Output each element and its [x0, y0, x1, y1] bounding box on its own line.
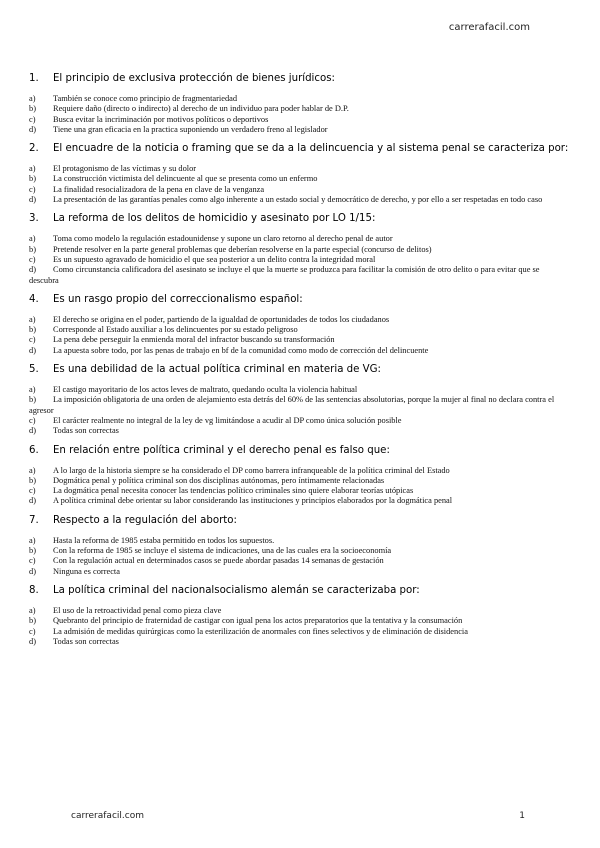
- question-title: [29, 363, 569, 376]
- option-label: c): [29, 335, 36, 345]
- question-number: 5.: [29, 364, 39, 376]
- option-text: Corresponde al Estado auxiliar a los delincuentes por su estado peligroso: [53, 325, 298, 335]
- option-text: Quebranto del principio de fraternidad de castigar con igual pena los actos preparatorios que la tentativa y la consumación: [53, 616, 463, 626]
- answer-option: [29, 94, 569, 104]
- option-text: Todas son correctas: [53, 426, 119, 436]
- question-block: [29, 142, 569, 205]
- option-label: b): [29, 174, 36, 184]
- question-text: Es una debilidad de la actual política criminal en materia de VG:: [53, 364, 381, 376]
- answer-option: [29, 466, 569, 476]
- footer-site: carrerafacil.com: [71, 811, 144, 821]
- option-text: La presentación de las garantías penales como algo inherente a un estado social y democrático de derecho, y por ello a ser respetadas en todo caso: [53, 195, 543, 205]
- question-number: 6.: [29, 444, 39, 456]
- option-label: b): [29, 616, 36, 626]
- question-title: [29, 293, 569, 306]
- option-text: Dogmática penal y política criminal son dos disciplinas autónomas, pero íntimamente relacionadas: [53, 475, 385, 485]
- option-text: El derecho se origina en el poder, partiendo de la igualdad de oportunidades de todos los ciudadanos: [53, 314, 390, 324]
- question-number: 2.: [29, 143, 39, 155]
- question-title: [29, 444, 569, 457]
- answer-option: [29, 185, 569, 195]
- question-text: La política criminal del nacionalsocialismo alemán se caracterizaba por:: [53, 584, 420, 596]
- answer-option: [29, 245, 569, 255]
- answer-option: [29, 416, 569, 426]
- answer-option: [29, 265, 569, 286]
- answer-option: [29, 536, 569, 546]
- option-text: La dogmática penal necesita conocer las tendencias político criminales sino quiere elaborar teorías utópicas: [53, 486, 414, 496]
- option-label: a): [29, 314, 36, 324]
- option-label: d): [29, 265, 36, 275]
- question-number: 3.: [29, 213, 39, 225]
- question-title: [29, 142, 569, 155]
- option-text: Como circunstancia calificadora del asesinato se incluye el que la muerte se produzca para facilitar la comisión de otro delito o para evitar que se descubra: [29, 265, 540, 285]
- header-site: carrerafacil.com: [448, 22, 530, 33]
- option-text: Hasta la reforma de 1985 estaba permitido en todos los supuestos.: [53, 535, 275, 545]
- option-label: b): [29, 395, 36, 405]
- option-text: La imposición obligatoria de una orden de alejamiento esta detrás del 60% de las sentencias absolutorias, porque la mujer al final no declara contra el agresor: [29, 395, 555, 415]
- option-text: A lo largo de la historia siempre se ha considerado el DP como barrera infranqueable de la política criminal del Estado: [53, 465, 450, 475]
- answer-option: [29, 104, 569, 114]
- option-text: Pretende resolver en la parte general problemas que deberían resolverse en la parte especial (concurso de delitos): [53, 244, 432, 254]
- question-block: [29, 514, 569, 577]
- option-text: Con la reforma de 1985 se incluye el sistema de indicaciones, una de las cuales era la socioeconomía: [53, 546, 392, 556]
- answer-option: [29, 476, 569, 486]
- option-label: b): [29, 546, 36, 556]
- question-text: En relación entre política criminal y el derecho penal es falso que:: [53, 444, 390, 456]
- option-label: d): [29, 636, 36, 646]
- option-text: El castigo mayoritario de los actos leves de maltrato, quedando oculta la violencia habitual: [53, 385, 358, 395]
- question-block: [29, 293, 569, 356]
- option-label: b): [29, 325, 36, 335]
- option-text: La finalidad resocializadora de la pena en clave de la venganza: [53, 184, 265, 194]
- answer-option: [29, 627, 569, 637]
- option-text: Requiere daño (directo o indirecto) al derecho de un individuo para poder hablar de D.P.: [53, 104, 349, 114]
- option-text: Es un supuesto agravado de homicidio el que sea posterior a un delito contra la integridad moral: [53, 254, 376, 264]
- option-text: Con la regulación actual en determinados casos se puede abordar pasadas 14 semanas de gestación: [53, 556, 384, 566]
- option-label: d): [29, 566, 36, 576]
- question-title: [29, 584, 569, 597]
- option-label: a): [29, 94, 36, 103]
- option-text: El carácter realmente no integral de la ley de vg limitándose a acudir al DP como única solución posible: [53, 415, 402, 425]
- option-label: b): [29, 475, 36, 485]
- option-label: a): [29, 164, 36, 174]
- answer-option: [29, 426, 569, 436]
- option-label: a): [29, 465, 36, 475]
- option-text: Todas son correctas: [53, 636, 119, 646]
- option-text: La construcción victimista del delincuente al que se presenta como un enfermo: [53, 174, 318, 184]
- question-block: [29, 584, 569, 647]
- question-number: 1.: [29, 73, 39, 84]
- answer-option: [29, 164, 569, 174]
- question-number: 7.: [29, 514, 39, 526]
- answer-option: [29, 546, 569, 556]
- option-label: a): [29, 535, 36, 545]
- option-text: La pena debe perseguir la enmienda moral del infractor buscando su transformación: [53, 335, 335, 345]
- answer-option: [29, 486, 569, 496]
- question-block: [29, 72, 569, 135]
- answer-option: [29, 616, 569, 626]
- option-text: Tiene una gran eficacia en la practica suponiendo un verdadero freno al legislador: [53, 124, 328, 134]
- answer-option: [29, 125, 569, 135]
- option-text: También se conoce como principio de fragmentariedad: [53, 94, 238, 103]
- option-label: c): [29, 556, 36, 566]
- option-text: Ninguna es correcta: [53, 566, 120, 576]
- question-title: [29, 212, 569, 225]
- option-text: Toma como modelo la regulación estadounidense y supone un claro retorno al derecho penal de autor: [53, 234, 393, 244]
- answer-option: [29, 346, 569, 356]
- question-text: El encuadre de la noticia o framing que se da a la delincuencia y al sistema penal se caracteriza por:: [53, 143, 569, 155]
- answer-option: [29, 315, 569, 325]
- question-list: [29, 72, 569, 654]
- option-label: c): [29, 486, 36, 496]
- question-number: 4.: [29, 293, 39, 305]
- option-text: La admisión de medidas quirúrgicas como la esterilización de anormales con fines selectivos y de eliminación de disidencia: [53, 626, 468, 636]
- question-title: [29, 72, 569, 85]
- answer-option: [29, 385, 569, 395]
- option-label: c): [29, 114, 36, 124]
- footer: [71, 811, 531, 821]
- answer-option: [29, 556, 569, 566]
- question-number: 8.: [29, 584, 39, 596]
- answer-option: [29, 496, 569, 506]
- option-label: d): [29, 426, 36, 436]
- question-block: [29, 212, 569, 285]
- option-text: Busca evitar la incriminación por motivos políticos o deportivos: [53, 114, 269, 124]
- option-text: El uso de la retroactividad penal como pieza clave: [53, 605, 222, 615]
- answer-option: [29, 335, 569, 345]
- answer-option: [29, 606, 569, 616]
- option-label: d): [29, 496, 36, 506]
- option-label: c): [29, 415, 36, 425]
- answer-option: [29, 255, 569, 265]
- answer-option: [29, 637, 569, 647]
- question-block: [29, 444, 569, 507]
- option-label: b): [29, 244, 36, 254]
- question-block: [29, 363, 569, 436]
- option-label: c): [29, 254, 36, 264]
- answer-option: [29, 115, 569, 125]
- option-label: a): [29, 385, 36, 395]
- answer-option: [29, 174, 569, 184]
- answer-option: [29, 234, 569, 244]
- option-label: c): [29, 184, 36, 194]
- question-text: Es un rasgo propio del correccionalismo español:: [53, 293, 303, 305]
- question-text: Respecto a la regulación del aborto:: [53, 514, 237, 526]
- answer-option: [29, 325, 569, 335]
- option-text: La apuesta sobre todo, por las penas de trabajo en bf de la comunidad como modo de corrección del delincuente: [53, 345, 429, 355]
- page-number: 1: [519, 811, 525, 821]
- answer-option: [29, 395, 569, 416]
- option-label: d): [29, 345, 36, 355]
- option-label: c): [29, 626, 36, 636]
- option-label: d): [29, 124, 36, 134]
- option-label: d): [29, 195, 36, 205]
- question-text: La reforma de los delitos de homicidio y asesinato por LO 1/15:: [53, 213, 376, 225]
- option-label: a): [29, 234, 36, 244]
- option-text: A política criminal debe orientar su labor considerando las instituciones y principios elaborados por la dogmática penal: [53, 496, 453, 506]
- question-title: [29, 514, 569, 527]
- option-text: El protagonismo de las víctimas y su dolor: [53, 164, 197, 174]
- option-label: a): [29, 605, 36, 615]
- answer-option: [29, 567, 569, 577]
- answer-option: [29, 195, 569, 205]
- option-label: b): [29, 104, 36, 114]
- question-text: El principio de exclusiva protección de bienes jurídicos:: [53, 73, 335, 84]
